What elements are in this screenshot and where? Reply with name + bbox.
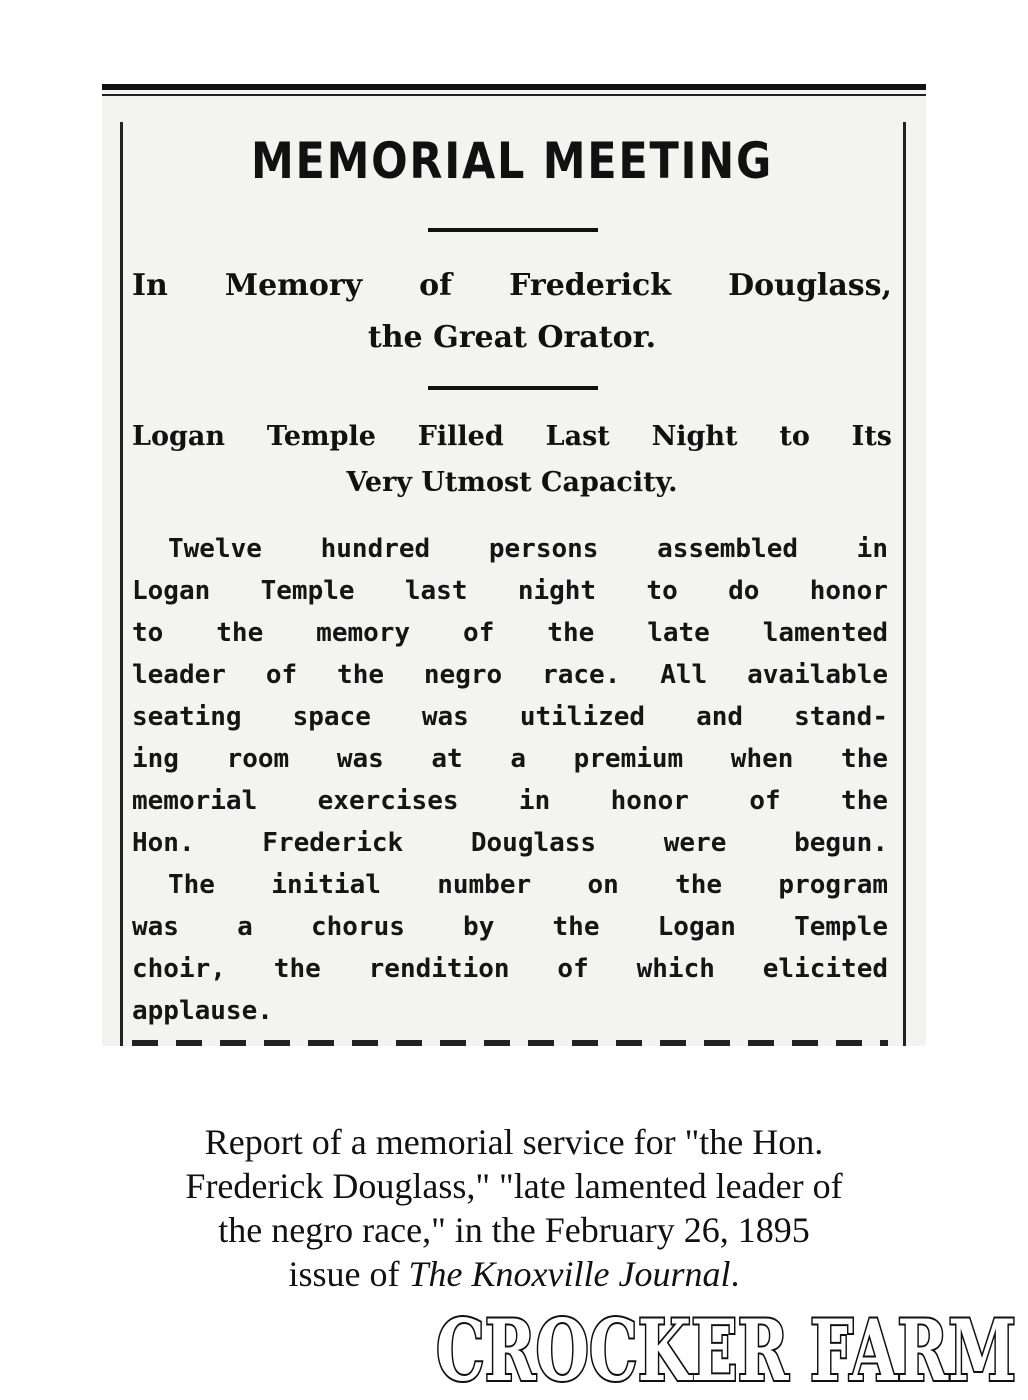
caption-line-1: Report of a memorial service for "the Hon. [204,1122,824,1162]
column-rule-left [120,122,123,1046]
deck-memory-line-2: the Great Orator. [367,320,657,355]
deck-memory [132,260,892,364]
caption-line-2: Frederick Douglass," "late lamented leader of [185,1166,843,1206]
body-line: Twelve hundred persons assembled in [168,534,888,564]
deck-logan-line-2: Very Utmost Capacity. [346,467,678,498]
deck-memory-line-1: In Memory of Frederick Douglass, [132,268,892,303]
body-line: applause. [132,996,273,1026]
caption-suffix: . [730,1254,740,1294]
cut-off-text-line [132,1038,888,1046]
deck-logan-temple [132,414,892,506]
top-rule [102,84,926,90]
body-line: ing room was at a premium when the [132,744,888,774]
body-line: Hon. Frederick Douglass were begun. [132,828,888,858]
body-line: seating space was utilized and stand- [132,702,888,732]
body-line: to the memory of the late lamented [132,618,888,648]
article-body [132,528,888,1032]
body-line: choir, the rendition of which elicited [132,954,888,984]
logo-text: CROCKER FARM [436,1301,1016,1396]
top-rule-thin [102,94,926,96]
caption-prefix: issue of [288,1254,409,1294]
body-line: was a chorus by the Logan Temple [132,912,888,942]
body-line: The initial number on the program [168,870,888,900]
caption-line-3: the negro race," in the February 26, 1895 [218,1210,810,1250]
body-line: Logan Temple last night to do honor [132,576,888,606]
deck-logan-line-1: Logan Temple Filled Last Night to Its [132,421,892,452]
caption-line-4 [100,1252,928,1296]
body-line: leader of the negro race. All available [132,660,888,690]
column-rule-right [903,122,906,1046]
crocker-farm-logo-mark [430,1296,1022,1396]
caption-publication-title: The Knoxville Journal [408,1254,731,1294]
image-caption [100,1120,928,1296]
crocker-farm-logo [430,1296,1022,1396]
deck-divider [428,386,598,390]
headline-divider [428,228,598,232]
body-line: memorial exercises in honor of the [132,786,888,816]
headline: MEMORIAL MEETING [251,132,773,190]
newspaper-clipping [102,84,926,1046]
